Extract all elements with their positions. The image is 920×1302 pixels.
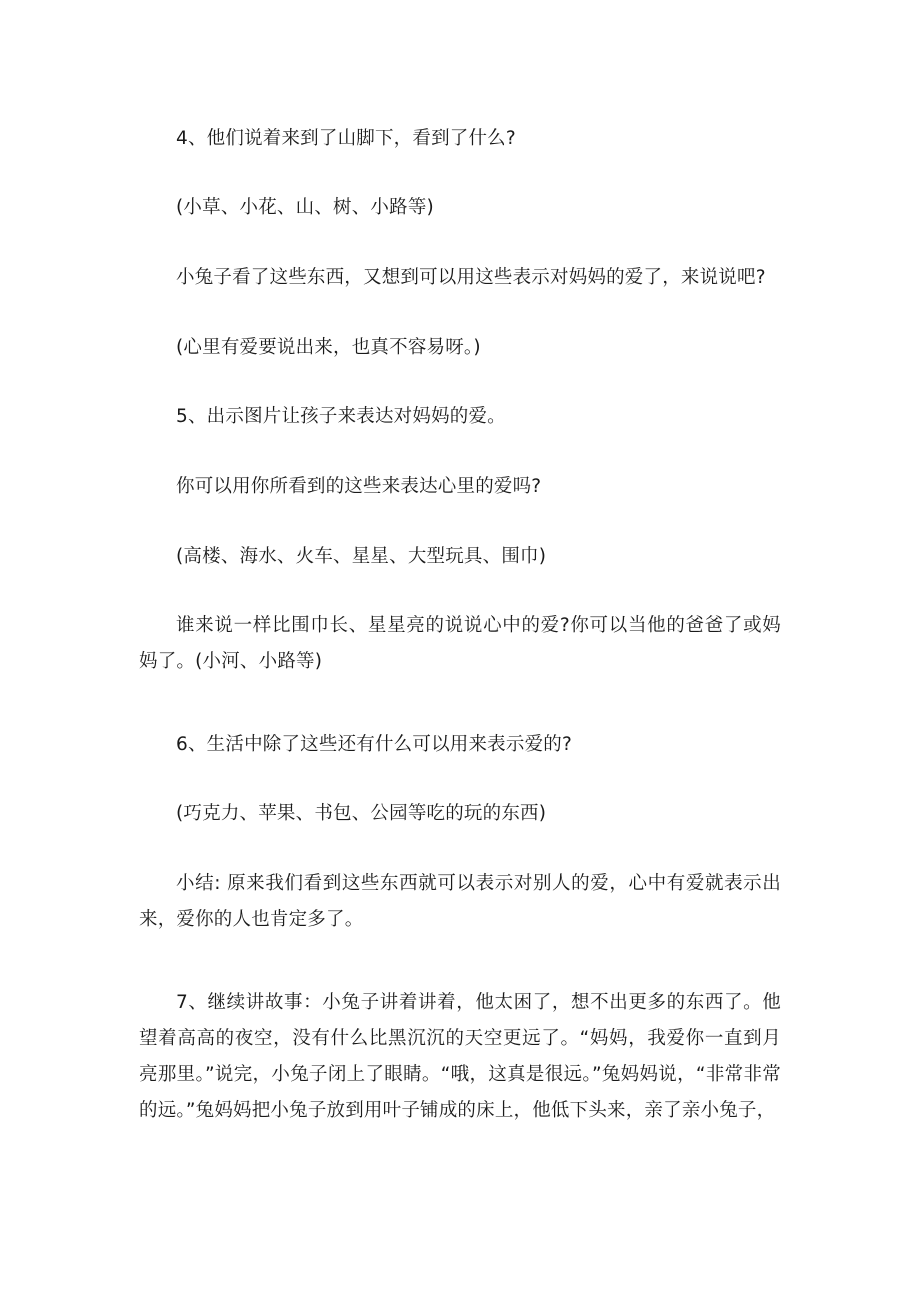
question-6: 6、生活中除了这些还有什么可以用来表示爱的? bbox=[176, 734, 572, 755]
answer-4: (小草、小花、山、树、小路等) bbox=[176, 197, 434, 218]
question-5: 你可以用你所看到的这些来表达心里的爱吗? bbox=[176, 476, 542, 497]
summary-paragraph: 小结: 原来我们看到这些东西就可以表示对别人的爱，心中有爱就表示出来，爱你的人也肯定多了。 bbox=[139, 873, 781, 930]
answer-5: (高楼、海水、火车、星星、大型玩具、围巾) bbox=[176, 546, 547, 567]
discussion-paragraph: 谁来说一样比围巾长、星星亮的说说心中的爱?你可以当他的爸爸了或妈妈了。(小河、小路等) bbox=[139, 615, 781, 672]
story-paragraph-7: 7、继续讲故事：小兔子讲着讲着，他太困了，想不出更多的东西了。他望着高高的夜空，没有什么比黑沉沉的天空更远了。“妈妈，我爱你一直到月亮那里。”说完，小兔子闭上了眼睛。“哦，这真是很远。”兔妈妈说，“非常非常的远。”兔妈妈把小兔子放到用叶子铺成的床上，他低下头来，亲了亲小兔子， bbox=[139, 992, 781, 1121]
note-paragraph: (心里有爱要说出来，也真不容易呀。) bbox=[176, 337, 481, 358]
question-4: 4、他们说着来到了山脚下，看到了什么? bbox=[176, 128, 516, 149]
answer-6: (巧克力、苹果、书包、公园等吃的玩的东西) bbox=[176, 803, 547, 824]
prompt-paragraph: 小兔子看了这些东西，又想到可以用这些表示对妈妈的爱了，来说说吧? bbox=[176, 267, 766, 288]
step-5: 5、出示图片让孩子来表达对妈妈的爱。 bbox=[176, 406, 506, 427]
